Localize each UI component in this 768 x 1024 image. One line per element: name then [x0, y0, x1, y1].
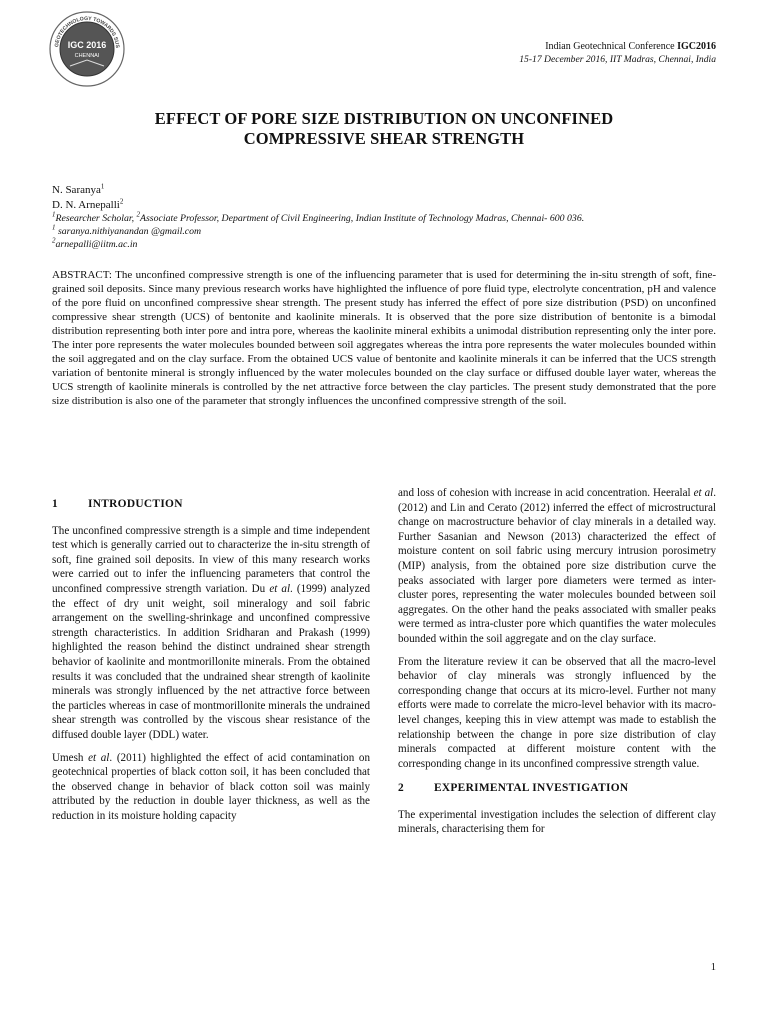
intro-paragraph-3: and loss of cohesion with increase in acid concentration. Heeralal et al. (2012) and Lin and Cerato (2012) inferred the effect of microstructural change on macrostructure behavior of clay minerals in a detailed way. Further Sasanian and Newson (2013) characterized the effect of moisture content on soil fabric using mercury intrusion porosimetry (MIP) analysis, from the obtained pore size distribution curve the peaks associated with larger pore diameters were termed as inter-cluster pores, representing the water molecules bounded between soil aggregates. On the other hand the peaks associated with smaller peaks were termed as intra-cluster pore which quantifies the water molecules bounded within the soil aggregate and on the clay surface. [398, 487, 716, 645]
right-column [398, 486, 716, 845]
paper-title [48, 109, 720, 149]
affiliation: $^1$Researcher Scholar, $^2$Associate Professor, Department of Civil Engineering, Indian Institute of Technology Madras, Chennai- 600 036. [52, 210, 585, 225]
title-line-1: EFFECT OF PORE SIZE DISTRIBUTION ON UNCONFINED [154, 109, 614, 128]
section-1-title: INTRODUCTION [88, 498, 183, 510]
section-1-number: 1 [52, 498, 58, 510]
intro-paragraph-1: The unconfined compressive strength is a simple and time independent test which is generally carried out to characterize the in-situ strength of soft, fine grained soil deposits. In view of this many research works were carried out to infer the influencing parameters that control the unconfined compressive strength variation. Du et al. (1999) analyzed the effect of dry unit weight, soil mineralogy and soil fabric arrangement on the swelling-shrinkage and unconfined compressive strength characteristics. In addition Sridharan and Prakash (1999) highlighted the reason behind the distinct undrained shear strength behavior of kaolinite and montmorillonite minerals. From the obtained results it was concluded that the undrained shear strength of kaolinite minerals was strongly influenced by the net attractive force between the particles whereas in case of montmorillonite minerals the undrained shear strength was controlled by the viscous shear resistance of the diffused double layer (DDL) water. [52, 524, 370, 741]
intro-paragraph-2: Umesh et al. (2011) highlighted the effect of acid contamination on geotechnical properties of black cotton soil, it has been concluded that the observed change in behavior of black cotton soil was mainly attributed by the reduction in double layer thickness, as well as the reduction in its moisture holding capacity [52, 751, 370, 822]
intro-paragraph-4: From the literature review it can be observed that all the macro-level behavior of clay minerals was strongly influenced by the corresponding change that occurs at its micro-level. Further not many efforts were made to correlate the micro-level behavior with its macro-level changes, keeping this in view attempt was made to establish the relationship between the change in pore size distribution of clay minerals compacted at different moisture content with the corresponding change in its unconfined compressive strength value. [398, 655, 716, 770]
conference-name: Indian Geotechnical Conference [545, 41, 675, 52]
section-2-number: 2 [398, 782, 404, 795]
author-2: D. N. Arnepalli$^2$ [52, 196, 124, 211]
section-2-heading [398, 781, 716, 796]
abstract: ABSTRACT: The unconfined compressive strength is one of the influencing parameter that is used for determining the in-situ strength of soft, fine-grained soil deposits. Since many previous research works have highlighted the influence of pore fluid type, electrolyte concentration, pH and valence of the pore fluid on unconfined compressive shear strength. The present study has inferred the effect of pore size distribution (PSD) on unconfined compressive shear strength (UCS) of bentonite and kaolinite minerals. It is observed that the pore size distribution of bentonite is a bimodal distribution representing both inter pore and intra pore, whereas the kaolinite mineral exhibits a unimodal distribution representing only the inter pore. The inter pore represents the water molecules bounded between soil aggregates whereas the intra pore represents the water molecules bounded within the soil aggregated and on the clay surface. From the obtained UCS value of bentonite and kaolinite minerals it can be inferred that the UCS strength variation of bentonite mineral is strongly influenced by the water molecules bounded on the clay surface or diffused double layer water, whereas the UCS strength of kaolinite minerals is controlled by the net attractive force between the clay particles. The present study demonstrated that the pore size distribution is also one of the parameter that strongly influences the unconfined compressive strength of the soil. [52, 269, 716, 407]
title-line-2: COMPRESSIVE SHEAR STRENGTH [243, 129, 525, 148]
conference-header [519, 40, 716, 66]
logo-arc-text: GEOTECHNOLOGY TOWARDS SUS [54, 15, 121, 49]
section-1-heading [52, 497, 370, 512]
left-column [52, 497, 370, 831]
email-1: $^1$ saranya.nithiyanandan @gmail.com [52, 223, 202, 238]
conference-short: IGC2016 [677, 41, 716, 52]
logo-center-text: IGC 2016 [67, 40, 107, 50]
experimental-paragraph-1: The experimental investigation includes the selection of different clay minerals, characterising them for [398, 808, 716, 836]
logo-city-text: CHENNAI [74, 53, 100, 59]
page-number: 1 [710, 962, 716, 973]
authors-block [52, 183, 716, 251]
author-1: N. Saranya$^1$ [52, 182, 105, 196]
section-2-title: EXPERIMENTAL INVESTIGATION [434, 782, 629, 795]
conference-name-line [519, 40, 716, 53]
conference-logo [48, 10, 126, 88]
email-2: $^2$arnepalli@iitm.ac.in [52, 236, 138, 251]
conference-details: 15-17 December 2016, IIT Madras, Chennai, India [519, 54, 716, 65]
